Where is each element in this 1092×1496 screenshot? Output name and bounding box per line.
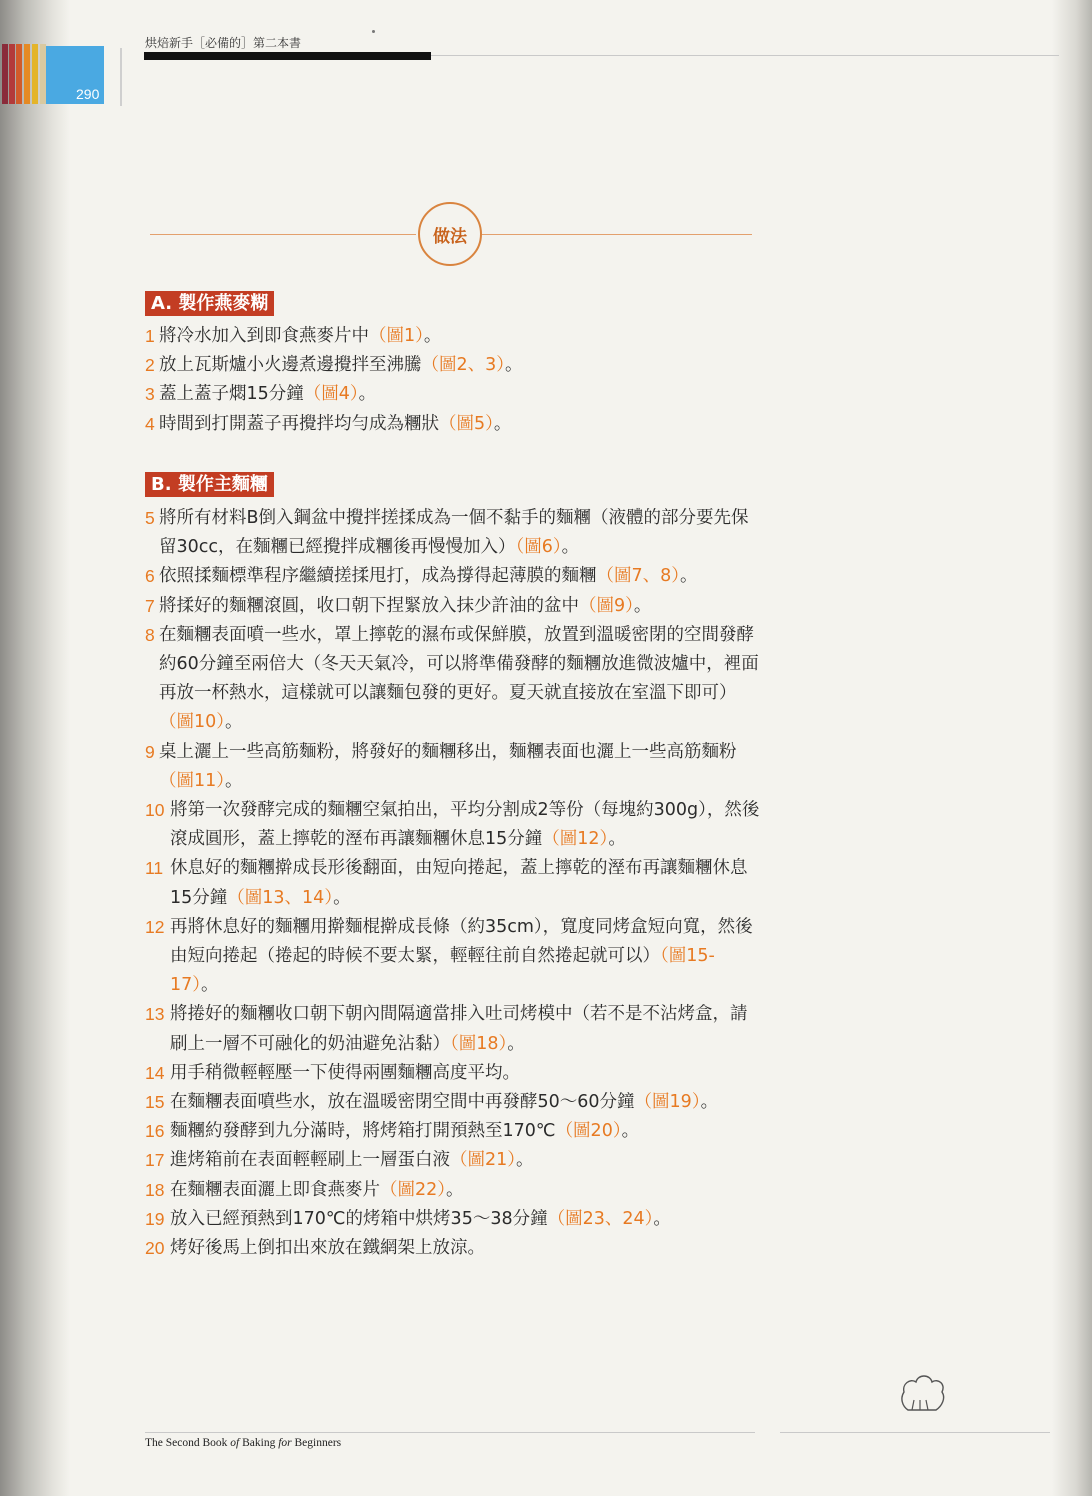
- figure-ref: （圖12）: [542, 829, 609, 850]
- step-number: 7: [145, 595, 155, 616]
- header-rule: [431, 55, 1059, 56]
- step-item: [145, 351, 760, 380]
- step-text: 用手稍微輕輕壓一下使得兩團麵糰高度平均: [170, 1062, 503, 1083]
- step-text: 麵糰約發酵到九分滿時，將烤箱打開預熱至170℃: [170, 1121, 556, 1142]
- method-rule-left: [150, 234, 416, 235]
- figure-ref: （圖19）: [634, 1092, 701, 1113]
- figure-ref: （圖11）: [159, 770, 226, 791]
- step-number: 9: [145, 741, 155, 762]
- step-item: [145, 1117, 760, 1146]
- step-item: [145, 1205, 760, 1234]
- figure-ref: （圖13、14）: [227, 887, 334, 908]
- section-heading-b: B. 製作主麵糰: [145, 472, 274, 497]
- page-number: 290: [76, 86, 100, 102]
- step-text: 將捲好的麵糰收口朝下朝內間隔適當排入吐司烤模中（若不是不沾烤盒，請刷上一層不可融化的奶油避免沾黏）: [170, 1004, 748, 1054]
- step-text: 依照揉麵標準程序繼續搓揉甩打，成為撐得起薄膜的麵糰: [159, 566, 597, 587]
- section-heading-a: A. 製作燕麥糊: [145, 291, 274, 316]
- step-number: 17: [145, 1150, 165, 1171]
- step-item: [145, 380, 760, 409]
- step-number: 10: [145, 800, 165, 821]
- tab-divider: [120, 48, 122, 106]
- figure-ref: （圖2、3）: [421, 355, 506, 376]
- figure-ref: （圖4）: [303, 384, 359, 405]
- step-end: 。: [502, 1062, 520, 1083]
- step-text: 蓋上蓋子燜15分鐘: [159, 384, 304, 405]
- step-item: [145, 738, 760, 796]
- step-item: [145, 1059, 760, 1088]
- step-number: 4: [145, 413, 155, 434]
- figure-ref: （圖7、8）: [596, 566, 681, 587]
- step-number: 5: [145, 508, 155, 528]
- step-item: [145, 854, 760, 912]
- step-text: 將冷水加入到即食燕麥片中: [159, 326, 369, 346]
- footer-part: of: [230, 1437, 240, 1449]
- chef-hat-icon: [898, 1370, 946, 1416]
- step-number: 20: [145, 1238, 165, 1259]
- footer-rule-right: [780, 1432, 1050, 1433]
- figure-ref: （圖5）: [439, 413, 494, 434]
- step-text: 在麵糰表面灑上即食燕麥片: [170, 1179, 380, 1200]
- step-end: 。: [505, 355, 523, 376]
- step-item: [145, 410, 760, 439]
- steps-list-a: [145, 322, 760, 439]
- step-number: 14: [145, 1062, 165, 1083]
- figure-ref: （圖6）: [515, 537, 562, 558]
- footer-rule-left: [145, 1432, 755, 1433]
- step-item: [145, 796, 760, 854]
- figure-ref: （圖21）: [450, 1150, 517, 1171]
- step-item: [145, 621, 760, 738]
- step-item: [145, 322, 760, 351]
- step-item: [145, 913, 760, 1001]
- step-number: 18: [145, 1179, 165, 1200]
- step-number: 1: [145, 326, 155, 346]
- figure-ref: （圖20）: [555, 1121, 622, 1142]
- step-end: 。: [633, 595, 652, 616]
- step-text: 在麵糰表面噴些水，放在溫暖密閉空間中再發酵50～60分鐘: [170, 1092, 635, 1113]
- step-end: 。: [680, 566, 698, 587]
- footer-book-title: [145, 1437, 341, 1449]
- step-text: 放上瓦斯爐小火邊煮邊攪拌至沸騰: [159, 355, 422, 376]
- step-text: 將揉好的麵糰滾圓，收口朝下捏緊放入抹少許油的盆中: [159, 595, 579, 616]
- step-end: 。: [516, 1150, 534, 1171]
- step-end: 。: [561, 537, 580, 558]
- step-text: 休息好的麵糰擀成長形後翻面，由短向捲起，蓋上擰乾的溼布再讓麵糰休息15分鐘: [170, 858, 748, 908]
- step-number: 11: [145, 858, 164, 879]
- step-end: 。: [358, 384, 377, 405]
- figure-ref: （圖1）: [369, 326, 424, 346]
- step-text: 放入已經預熱到170℃的烤箱中烘烤35～38分鐘: [170, 1208, 548, 1229]
- step-number: 3: [145, 384, 155, 405]
- footer-part: Baking: [239, 1437, 279, 1449]
- method-badge: [418, 202, 482, 266]
- figure-ref: （圖15-17）: [170, 946, 715, 996]
- figure-ref: （圖10）: [159, 712, 226, 733]
- step-end: 。: [333, 887, 351, 908]
- book-binding-shadow: [0, 0, 70, 1496]
- step-text: 時間到打開蓋子再攪拌均勻成為糰狀: [159, 413, 439, 434]
- header-bar: [144, 52, 431, 60]
- step-number: 16: [145, 1121, 165, 1142]
- step-end: 。: [423, 326, 442, 346]
- figure-ref: （圖18）: [450, 1033, 508, 1054]
- step-text: 將所有材料B倒入鋼盆中攪拌搓揉成為一個不黏手的麵糰（液體的部分要先保留30cc，在麵糰已經攪拌成糰後再慢慢加入）: [159, 508, 749, 558]
- step-number: 8: [145, 624, 155, 645]
- step-end: 。: [225, 712, 243, 733]
- figure-ref: （圖22）: [380, 1179, 447, 1200]
- method-label: 做法: [433, 226, 467, 247]
- step-number: 2: [145, 355, 155, 376]
- step-end: 。: [446, 1179, 464, 1200]
- step-text: 在麵糰表面噴一些水，罩上擰乾的濕布或保鮮膜，放置到溫暖密閉的空間發酵約60分鐘至兩倍大（冬天天氣冷，可以將準備發酵的麵糰放進微波爐中，裡面再放一杯熱水，這樣就可以讓麵包發的更好。夏天就直接放在室溫下即可）: [159, 624, 759, 704]
- step-end: 。: [201, 975, 219, 996]
- step-end: 。: [467, 1238, 485, 1259]
- step-item: [145, 1234, 760, 1263]
- step-item: [145, 562, 760, 591]
- step-number: 12: [145, 916, 165, 937]
- step-text: 桌上灑上一些高筋麵粉，將發好的麵糰移出，麵糰表面也灑上一些高筋麵粉: [159, 741, 737, 762]
- step-end: 。: [507, 1033, 525, 1054]
- figure-ref: （圖23、24）: [547, 1208, 654, 1229]
- step-end: 。: [493, 413, 512, 434]
- step-text: 將第一次發酵完成的麵糰空氣拍出，平均分割成2等份（每塊約300g），然後滾成圓形，蓋上擰乾的溼布再讓麵糰休息15分鐘: [170, 800, 760, 850]
- step-item: [145, 1146, 760, 1175]
- figure-ref: （圖9）: [579, 595, 634, 616]
- color-edge-tabs: [0, 44, 50, 104]
- steps-list-b: [145, 504, 760, 1263]
- step-number: 15: [145, 1092, 165, 1113]
- step-item: [145, 1088, 760, 1117]
- step-text: 進烤箱前在表面輕輕刷上一層蛋白液: [170, 1150, 450, 1171]
- footer-part: for: [278, 1437, 292, 1449]
- page-edge-shadow: [1052, 0, 1092, 1496]
- step-end: 。: [653, 1208, 671, 1229]
- step-end: 。: [225, 770, 243, 791]
- step-text: 烤好後馬上倒扣出來放在鐵網架上放涼: [170, 1238, 468, 1259]
- step-number: 19: [145, 1208, 165, 1229]
- step-end: 。: [621, 1121, 640, 1142]
- step-number: 6: [145, 566, 155, 587]
- step-end: 。: [608, 829, 626, 850]
- footer-part: Beginners: [291, 1437, 342, 1449]
- step-item: [145, 504, 760, 562]
- step-text: 再將休息好的麵糰用擀麵棍擀成長條（約35cm），寬度同烤盒短向寬，然後由短向捲起（捲起的時候不要太緊，輕輕往前自然捲起就可以）: [170, 916, 753, 967]
- step-number: 13: [145, 1004, 165, 1025]
- speck: [372, 30, 375, 33]
- step-end: 。: [700, 1092, 719, 1113]
- step-item: [145, 592, 760, 621]
- step-item: [145, 1176, 760, 1205]
- step-item: [145, 1000, 760, 1058]
- footer-part: The Second Book: [145, 1437, 231, 1449]
- method-rule-right: [482, 234, 752, 235]
- book-title: 烘焙新手［必備的］第二本書: [145, 36, 302, 50]
